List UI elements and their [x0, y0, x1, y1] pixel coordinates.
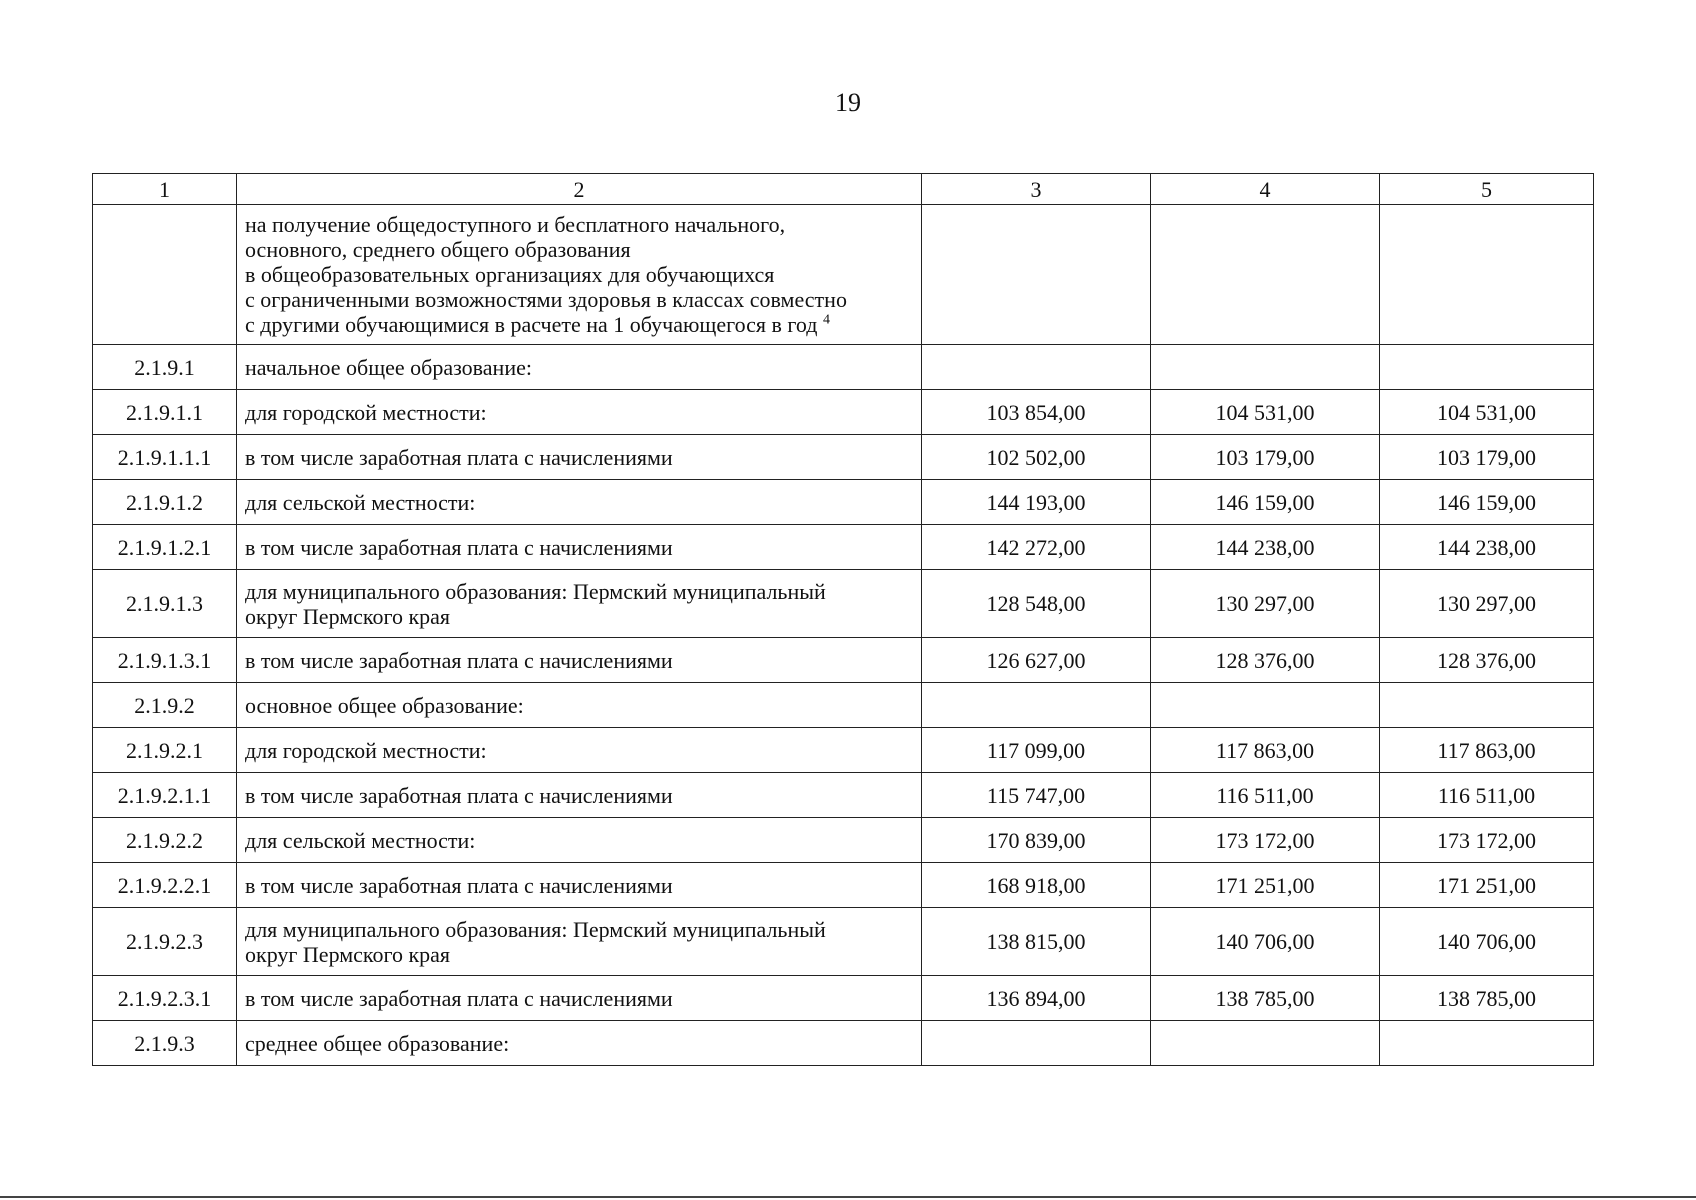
row-description-line: для муниципального образования: Пермский муниципальный	[245, 916, 826, 942]
row-value-col3	[922, 1021, 1151, 1066]
row-value-col5: 103 179,00	[1380, 435, 1594, 480]
row-value-col3	[922, 345, 1151, 390]
row-description: в том числе заработная плата с начислениями	[237, 976, 922, 1021]
row-value-col3: 142 272,00	[922, 525, 1151, 570]
row-description: начальное общее образование:	[237, 345, 922, 390]
scan-edge-line	[0, 1196, 1696, 1198]
row-value-col4: 144 238,00	[1151, 525, 1380, 570]
row-value-col5: 130 297,00	[1380, 570, 1594, 638]
intro-code-cell	[93, 205, 237, 345]
row-value-col4	[1151, 1021, 1380, 1066]
row-value-col4: 146 159,00	[1151, 480, 1380, 525]
table-row	[93, 570, 1594, 638]
row-value-col4: 138 785,00	[1151, 976, 1380, 1021]
row-description	[237, 570, 922, 638]
row-value-col4: 171 251,00	[1151, 863, 1380, 908]
row-description: в том числе заработная плата с начислениями	[237, 525, 922, 570]
table-row	[93, 818, 1594, 863]
header-col-4: 4	[1151, 174, 1380, 205]
table-row	[93, 773, 1594, 818]
row-value-col3: 136 894,00	[922, 976, 1151, 1021]
row-value-col4: 117 863,00	[1151, 728, 1380, 773]
row-value-col3: 144 193,00	[922, 480, 1151, 525]
data-table	[92, 173, 1594, 1066]
row-value-col5: 104 531,00	[1380, 390, 1594, 435]
row-description: среднее общее образование:	[237, 1021, 922, 1066]
row-code: 2.1.9.2.1.1	[93, 773, 237, 818]
row-description-line: округ Пермского края	[245, 941, 451, 967]
row-value-col3: 102 502,00	[922, 435, 1151, 480]
row-value-col5	[1380, 345, 1594, 390]
row-description: для сельской местности:	[237, 818, 922, 863]
table-row	[93, 908, 1594, 976]
row-value-col5: 116 511,00	[1380, 773, 1594, 818]
row-code: 2.1.9.2.1	[93, 728, 237, 773]
table-row	[93, 1021, 1594, 1066]
row-code: 2.1.9.2.2	[93, 818, 237, 863]
table-row	[93, 638, 1594, 683]
table-row	[93, 390, 1594, 435]
row-code: 2.1.9.1.2	[93, 480, 237, 525]
row-value-col5	[1380, 1021, 1594, 1066]
row-description: в том числе заработная плата с начислениями	[237, 863, 922, 908]
row-description-line: округ Пермского края	[245, 603, 451, 629]
intro-cell-3	[922, 205, 1151, 345]
row-description: для городской местности:	[237, 390, 922, 435]
row-value-col3: 115 747,00	[922, 773, 1151, 818]
intro-cell-5	[1380, 205, 1594, 345]
row-code: 2.1.9.1.1	[93, 390, 237, 435]
table-row	[93, 435, 1594, 480]
table-row	[93, 525, 1594, 570]
row-value-col4: 128 376,00	[1151, 638, 1380, 683]
row-value-col5: 171 251,00	[1380, 863, 1594, 908]
row-value-col5	[1380, 683, 1594, 728]
row-value-col4: 116 511,00	[1151, 773, 1380, 818]
row-value-col3: 128 548,00	[922, 570, 1151, 638]
row-value-col3: 170 839,00	[922, 818, 1151, 863]
row-value-col5: 117 863,00	[1380, 728, 1594, 773]
row-code: 2.1.9.3	[93, 1021, 237, 1066]
row-code: 2.1.9.2	[93, 683, 237, 728]
intro-line: на получение общедоступного и бесплатного начального,	[245, 212, 786, 237]
header-col-2: 2	[237, 174, 922, 205]
row-value-col3: 117 099,00	[922, 728, 1151, 773]
row-value-col5: 146 159,00	[1380, 480, 1594, 525]
intro-description	[237, 205, 922, 345]
row-code: 2.1.9.1	[93, 345, 237, 390]
table-row	[93, 976, 1594, 1021]
row-value-col5: 140 706,00	[1380, 908, 1594, 976]
intro-line: основного, среднего общего образования	[245, 237, 631, 262]
row-value-col5: 138 785,00	[1380, 976, 1594, 1021]
row-value-col5: 128 376,00	[1380, 638, 1594, 683]
row-value-col4: 173 172,00	[1151, 818, 1380, 863]
row-value-col5: 144 238,00	[1380, 525, 1594, 570]
row-description: в том числе заработная плата с начислениями	[237, 773, 922, 818]
header-col-5: 5	[1380, 174, 1594, 205]
row-code: 2.1.9.1.1.1	[93, 435, 237, 480]
row-value-col3: 103 854,00	[922, 390, 1151, 435]
table-row	[93, 683, 1594, 728]
row-value-col5: 173 172,00	[1380, 818, 1594, 863]
page-number: 19	[835, 88, 861, 117]
row-value-col3: 168 918,00	[922, 863, 1151, 908]
row-value-col4: 103 179,00	[1151, 435, 1380, 480]
footnote-marker: 4	[822, 312, 830, 328]
row-code: 2.1.9.2.2.1	[93, 863, 237, 908]
row-value-col4	[1151, 683, 1380, 728]
row-code: 2.1.9.2.3	[93, 908, 237, 976]
row-description: для городской местности:	[237, 728, 922, 773]
header-row	[93, 174, 1594, 205]
intro-line: с другими обучающимися в расчете на 1 обучающегося в год	[245, 312, 818, 337]
row-value-col3	[922, 683, 1151, 728]
row-description	[237, 908, 922, 976]
row-description-line: для муниципального образования: Пермский муниципальный	[245, 578, 826, 604]
row-code: 2.1.9.1.2.1	[93, 525, 237, 570]
row-code: 2.1.9.1.3	[93, 570, 237, 638]
table-row	[93, 480, 1594, 525]
table-row	[93, 345, 1594, 390]
row-description: для сельской местности:	[237, 480, 922, 525]
intro-row	[93, 205, 1594, 345]
row-value-col3: 138 815,00	[922, 908, 1151, 976]
row-description: основное общее образование:	[237, 683, 922, 728]
header-col-1: 1	[93, 174, 237, 205]
row-code: 2.1.9.2.3.1	[93, 976, 237, 1021]
table-row	[93, 728, 1594, 773]
row-value-col3: 126 627,00	[922, 638, 1151, 683]
intro-cell-4	[1151, 205, 1380, 345]
row-code: 2.1.9.1.3.1	[93, 638, 237, 683]
intro-line: с ограниченными возможностями здоровья в классах совместно	[245, 287, 847, 312]
row-value-col4	[1151, 345, 1380, 390]
row-value-col4: 104 531,00	[1151, 390, 1380, 435]
row-description: в том числе заработная плата с начислениями	[237, 435, 922, 480]
row-value-col4: 130 297,00	[1151, 570, 1380, 638]
intro-line: в общеобразовательных организациях для обучающихся	[245, 262, 775, 287]
table-row	[93, 863, 1594, 908]
row-value-col4: 140 706,00	[1151, 908, 1380, 976]
header-col-3: 3	[922, 174, 1151, 205]
row-description: в том числе заработная плата с начислениями	[237, 638, 922, 683]
